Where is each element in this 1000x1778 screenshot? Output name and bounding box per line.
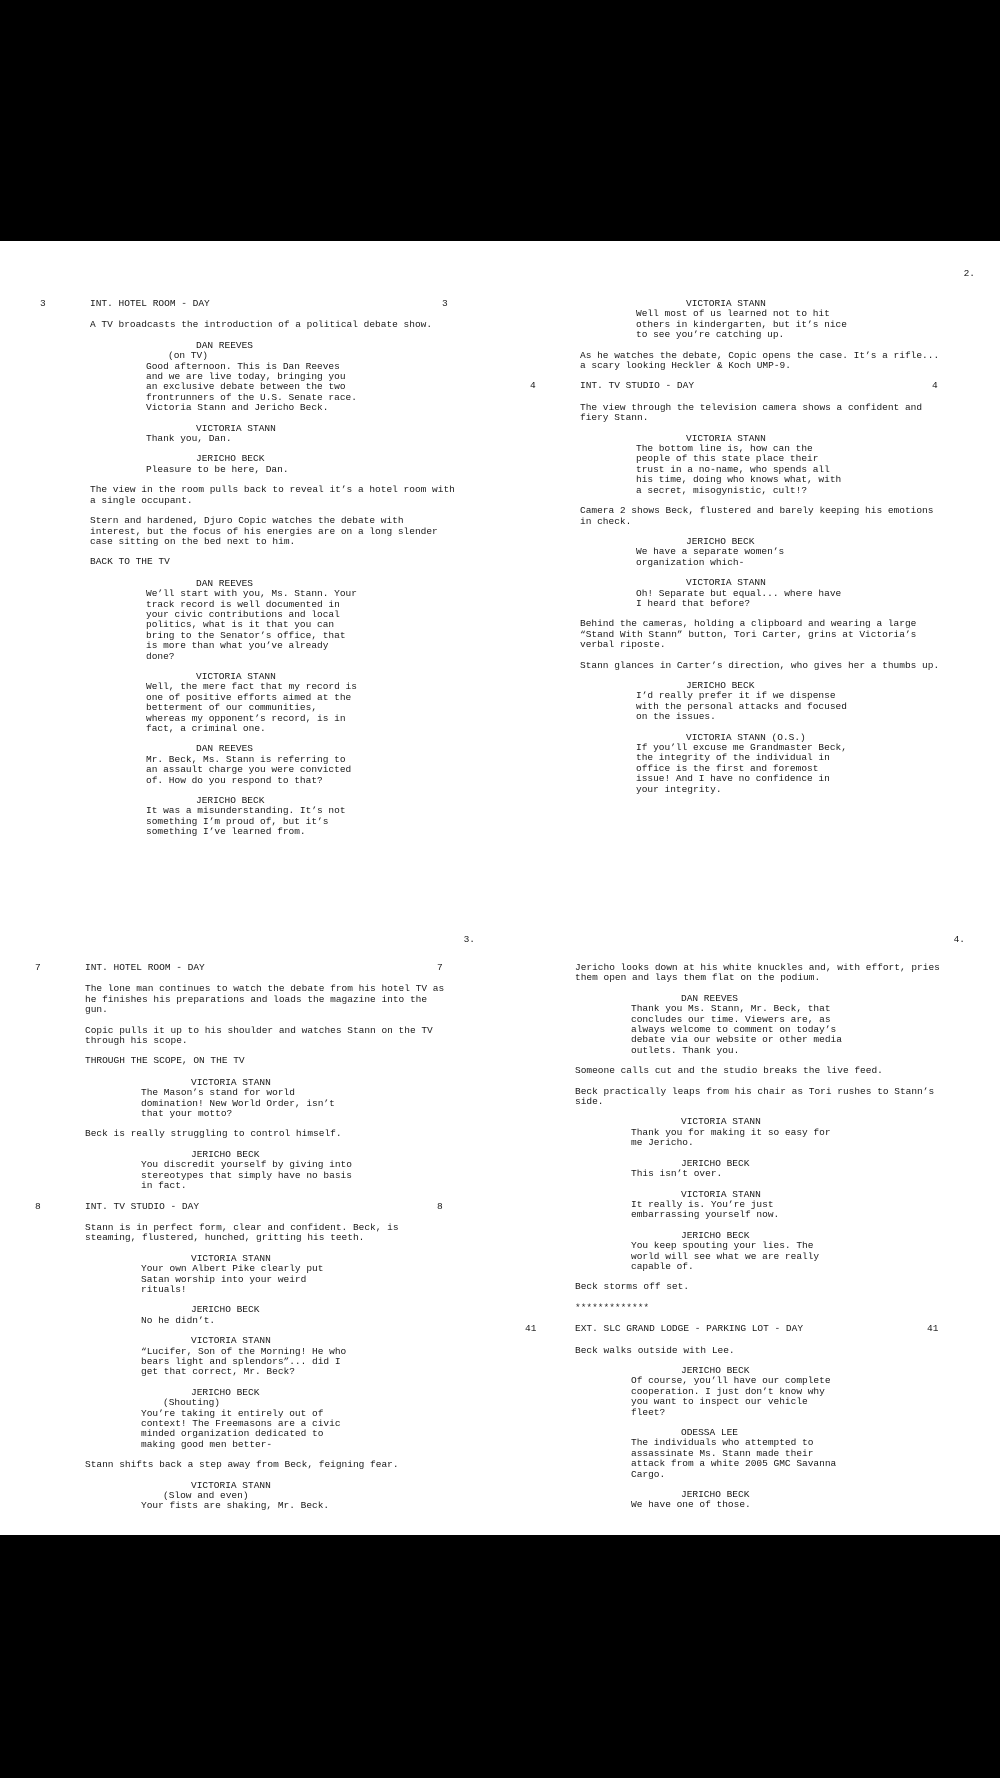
character-cue: VICTORIA STANN bbox=[681, 1116, 761, 1128]
page-content bbox=[40, 299, 480, 838]
action-line: Beck practically leaps from his chair as Tori rushes to Stann’s side. bbox=[575, 1085, 935, 1108]
dialogue-line: Well, the mere fact that my record is one of positive efforts aimed at the betterment of our communities, whereas my opponent’s record, is in fact, a criminal one. bbox=[146, 681, 357, 734]
scene-heading-text: INT. HOTEL ROOM - DAY bbox=[90, 298, 210, 309]
character-cue: JERICHO BECK bbox=[686, 535, 755, 547]
character-cue: VICTORIA STANN bbox=[681, 1188, 761, 1200]
page-number: 3. bbox=[463, 934, 475, 945]
script-page bbox=[35, 934, 475, 1603]
character-cue: JERICHO BECK bbox=[191, 1386, 260, 1398]
scene-number-left: 8 bbox=[35, 1200, 41, 1212]
dialogue-line: I’d really prefer it if we dispense with the personal attacks and focused on the issues. bbox=[636, 690, 847, 723]
page-content bbox=[530, 299, 970, 795]
action-line: Beck walks outside with Lee. bbox=[575, 1344, 735, 1356]
page-content bbox=[525, 963, 965, 1511]
action-line: Stann is in perfect form, clear and confident. Beck, is steaming, flustered, hunched, gritting his teeth. bbox=[85, 1221, 399, 1244]
dialogue-line: You’re taking it entirely out of context! The Freemasons are a civic minded organization dedicated to making good men better- bbox=[141, 1407, 341, 1450]
dialogue-line: Of course, you’ll have our complete cooperation. I just don’t know why you want to inspect our vehicle fleet? bbox=[631, 1375, 831, 1418]
action-line: The lone man continues to watch the debate from his hotel TV as he finishes his preparations and loads the magazine into the gun. bbox=[85, 983, 445, 1016]
action-line: The view in the room pulls back to reveal it’s a hotel room with a single occupant. bbox=[90, 484, 455, 506]
character-cue: JERICHO BECK bbox=[681, 1229, 750, 1241]
dialogue-line: No he didn’t. bbox=[141, 1314, 216, 1326]
dialogue-line: “Lucifer, Son of the Morning! He who bears light and splendors”... did I get that correct, Mr. Beck? bbox=[141, 1345, 347, 1378]
script-page bbox=[40, 299, 480, 939]
dialogue-line: The Mason’s stand for world domination! New World Order, isn’t that your motto? bbox=[141, 1087, 335, 1120]
scene-heading bbox=[40, 298, 480, 309]
scene-heading bbox=[525, 1323, 965, 1335]
character-cue: VICTORIA STANN bbox=[686, 298, 766, 309]
dialogue-line: You discredit yourself by giving into stereotypes that simply have no basis in fact. bbox=[141, 1159, 352, 1192]
dialogue-line: Oh! Separate but equal... where have I heard that before? bbox=[636, 587, 842, 609]
scene-heading-text: INT. HOTEL ROOM - DAY bbox=[85, 962, 205, 973]
character-cue: JERICHO BECK bbox=[196, 795, 265, 807]
scene-heading bbox=[35, 1200, 475, 1212]
dialogue-line: We have a separate women’s organization which- bbox=[636, 546, 785, 568]
dialogue-line: Your fists are shaking, Mr. Beck. bbox=[141, 1500, 330, 1512]
character-cue: JERICHO BECK bbox=[686, 679, 755, 691]
dialogue-line: Thank you for making it so easy for me Jericho. bbox=[631, 1126, 831, 1149]
character-cue: JERICHO BECK bbox=[681, 1364, 750, 1376]
character-cue: VICTORIA STANN bbox=[686, 432, 766, 444]
action-line: Stann glances in Carter’s direction, who gives her a thumbs up. bbox=[580, 659, 940, 671]
parenthetical: (on TV) bbox=[168, 350, 208, 362]
page-number: 2. bbox=[963, 268, 975, 279]
action-line: Someone calls cut and the studio breaks the live feed. bbox=[575, 1065, 883, 1077]
action-line: Beck storms off set. bbox=[575, 1281, 690, 1293]
character-cue: DAN REEVES bbox=[681, 992, 739, 1004]
character-cue: VICTORIA STANN bbox=[191, 1479, 271, 1491]
dialogue-line: Thank you, Dan. bbox=[146, 433, 232, 445]
dialogue-line: Thank you Ms. Stann, Mr. Beck, that concludes our time. Viewers are, as always welcome to comment on today’s debate via our website or other media outlets. Thank you. bbox=[631, 1003, 842, 1056]
action-line: Stern and hardened, Djuro Copic watches the debate with interest, but the focus of his energies are on a long slender case sitting on the bed next to him. bbox=[90, 515, 438, 547]
dialogue-line: This isn’t over. bbox=[631, 1168, 723, 1180]
transition-line: BACK TO THE TV bbox=[90, 556, 170, 568]
dialogue-line: It was a misunderstanding. It’s not something I’m proud of, but it’s something I’ve learned from. bbox=[146, 805, 346, 838]
dialogue-line: Pleasure to be here, Dan. bbox=[146, 463, 289, 475]
scene-heading-text: EXT. SLC GRAND LODGE - PARKING LOT - DAY bbox=[575, 1323, 804, 1335]
character-cue: DAN REEVES bbox=[196, 743, 254, 755]
action-line: Behind the cameras, holding a clipboard and wearing a large “Stand With Stann” button, Tori Carter, grins at Victoria’s verbal riposte. bbox=[580, 618, 917, 651]
action-line: Stann shifts back a step away from Beck, feigning fear. bbox=[85, 1459, 399, 1471]
action-line: Camera 2 shows Beck, flustered and barely keeping his emotions in check. bbox=[580, 505, 934, 527]
character-cue: JERICHO BECK bbox=[196, 453, 265, 465]
dialogue-line: Good afternoon. This is Dan Reeves and we are live today, bringing you an exclusive debate between the two frontrunners of the U.S. Senate race. Victoria Stann and Jericho Beck. bbox=[146, 360, 357, 414]
transition-line: THROUGH THE SCOPE, ON THE TV bbox=[85, 1055, 245, 1067]
character-cue: ODESSA LEE bbox=[681, 1427, 739, 1438]
dialogue-line: We have one of those. bbox=[631, 1499, 751, 1511]
action-line: As he watches the debate, Copic opens the case. It’s a rifle... a scary looking Heckler & Koch UMP-9. bbox=[580, 349, 940, 372]
action-line: The view through the television camera shows a confident and fiery Stann. bbox=[580, 401, 923, 424]
character-cue: VICTORIA STANN bbox=[196, 670, 276, 682]
scene-number-left: 3 bbox=[40, 298, 46, 309]
dialogue-line: The individuals who attempted to assassinate Ms. Stann made their attack from a white 2005 GMC Savanna Cargo. bbox=[631, 1437, 837, 1480]
screenplay-sheet bbox=[0, 241, 1000, 1535]
action-line: A TV broadcasts the introduction of a political debate show. bbox=[90, 319, 433, 331]
scene-number-right: 4 bbox=[932, 380, 938, 392]
script-page bbox=[530, 268, 975, 939]
scene-heading-text: INT. TV STUDIO - DAY bbox=[85, 1200, 200, 1212]
scene-number-left: 7 bbox=[35, 962, 41, 973]
character-cue: DAN REEVES bbox=[196, 577, 254, 589]
dialogue-line: The bottom line is, how can the people of this state place their trust in a no-name, who spends all his time, doing who knows what, with a secret, misogynistic, cult!? bbox=[636, 443, 842, 496]
dialogue-line: If you’ll excuse me Grandmaster Beck, the integrity of the individual in office is the first and foremost issue! And I have no confidence in your integrity. bbox=[636, 742, 847, 795]
parenthetical: (Slow and even) bbox=[163, 1490, 249, 1502]
character-cue: VICTORIA STANN (O.S.) bbox=[686, 731, 806, 743]
character-cue: VICTORIA STANN bbox=[191, 1076, 271, 1088]
scene-number-right: 7 bbox=[437, 962, 443, 973]
scene-number-left: 41 bbox=[525, 1323, 537, 1335]
dialogue-line: Well most of us learned not to hit others in kindergarten, but it’s nice to see you’re catching up. bbox=[636, 308, 847, 341]
character-cue: VICTORIA STANN bbox=[191, 1252, 271, 1264]
scene-heading bbox=[530, 380, 970, 392]
script-page bbox=[525, 934, 965, 1603]
parenthetical: (Shouting) bbox=[163, 1397, 221, 1409]
character-cue: VICTORIA STANN bbox=[686, 577, 766, 589]
character-cue: JERICHO BECK bbox=[191, 1148, 260, 1160]
scene-number-right: 41 bbox=[927, 1323, 939, 1335]
action-line: Copic pulls it up to his shoulder and watches Stann on the TV through his scope. bbox=[85, 1024, 433, 1047]
character-cue: VICTORIA STANN bbox=[191, 1335, 271, 1347]
character-cue: JERICHO BECK bbox=[191, 1304, 260, 1316]
dialogue-line: We’ll start with you, Ms. Stann. Your track record is well documented in your civic contributions and local politics, what is it that you can bring to the Senator’s office, that is more than what you’ve already done? bbox=[146, 588, 357, 662]
dialogue-line: Your own Albert Pike clearly put Satan worship into your weird rituals! bbox=[141, 1263, 324, 1295]
character-cue: DAN REEVES bbox=[196, 339, 254, 351]
action-line: Jericho looks down at his white knuckles and, with effort, pries them open and lays them flat on the podium. bbox=[575, 962, 940, 984]
page-content bbox=[35, 963, 475, 1512]
separator-line: ************* bbox=[575, 1301, 650, 1313]
scene-number-right: 8 bbox=[437, 1200, 443, 1212]
character-cue: VICTORIA STANN bbox=[196, 422, 276, 434]
action-line: Beck is really struggling to control himself. bbox=[85, 1128, 342, 1140]
scene-number-left: 4 bbox=[530, 380, 536, 392]
page-number: 4. bbox=[953, 934, 965, 945]
dialogue-line: It really is. You’re just embarrassing yourself now. bbox=[631, 1198, 780, 1221]
scene-heading bbox=[35, 962, 475, 973]
character-cue: JERICHO BECK bbox=[681, 1489, 750, 1501]
dialogue-line: Mr. Beck, Ms. Stann is referring to an assault charge you were convicted of. How do you respond to that? bbox=[146, 753, 352, 786]
scene-heading-text: INT. TV STUDIO - DAY bbox=[580, 380, 695, 392]
scene-number-right: 3 bbox=[442, 298, 448, 309]
dialogue-line: You keep spouting your lies. The world will see what we are really capable of. bbox=[631, 1240, 820, 1272]
character-cue: JERICHO BECK bbox=[681, 1157, 750, 1169]
